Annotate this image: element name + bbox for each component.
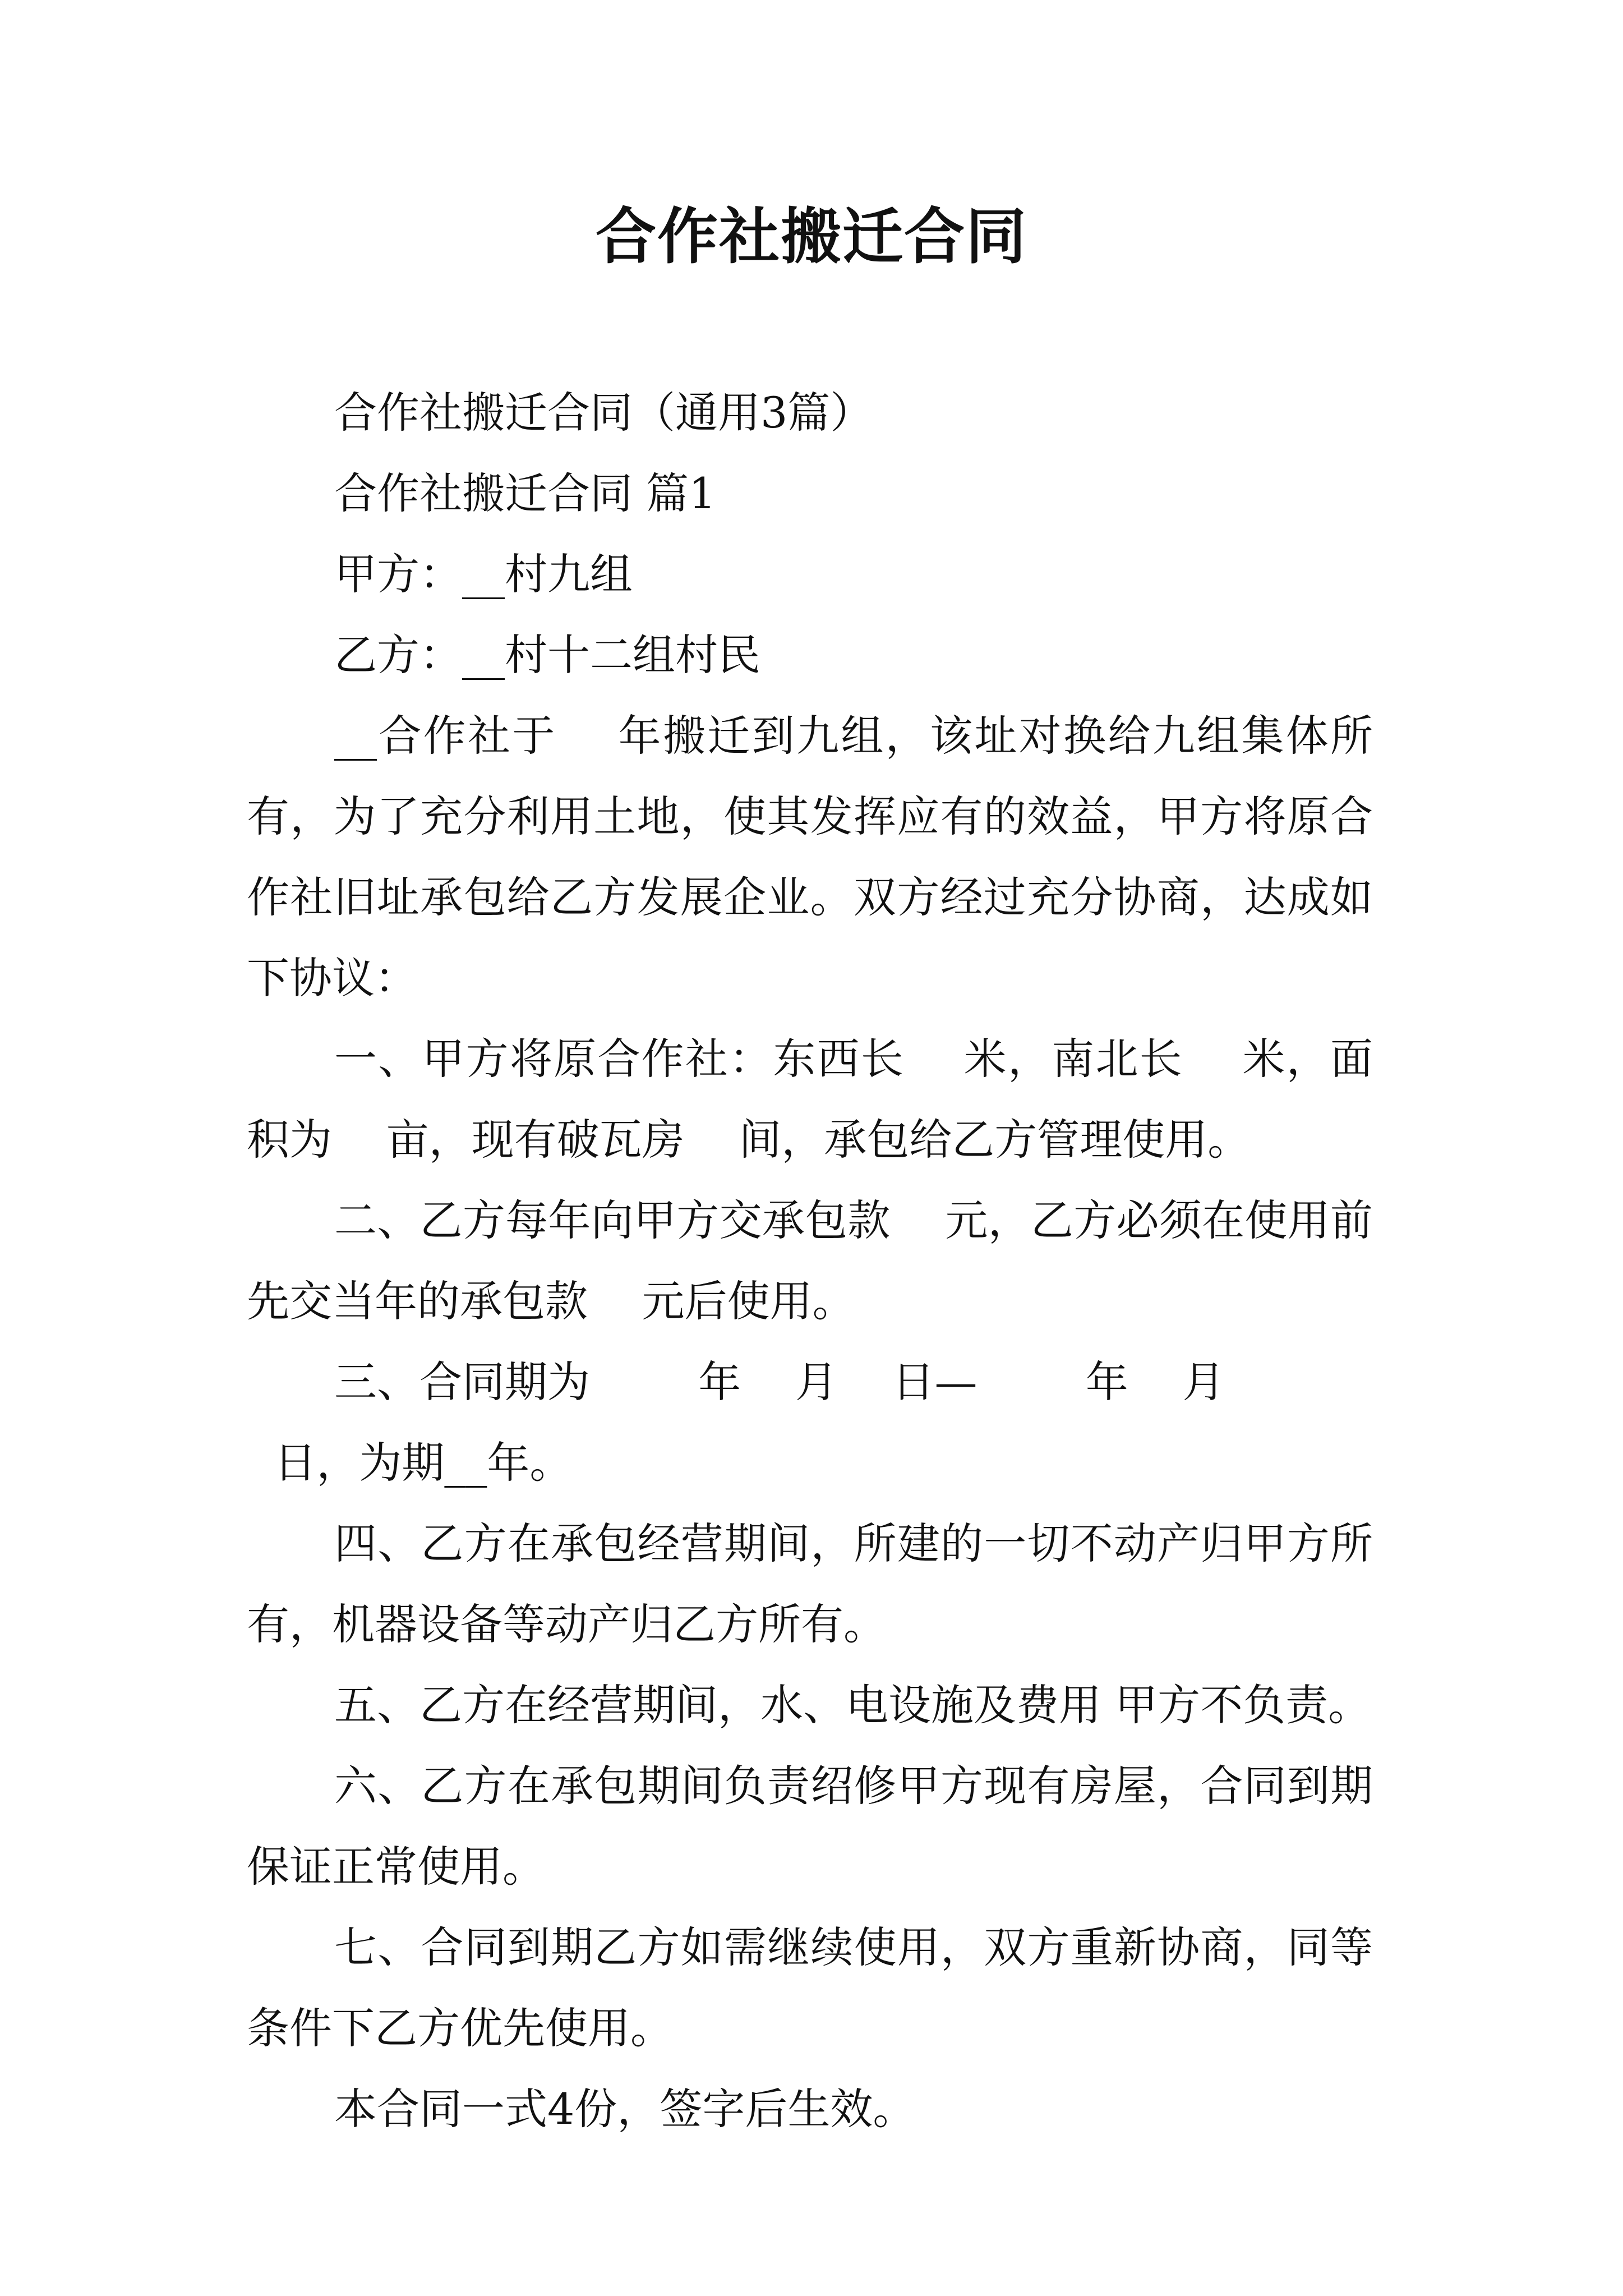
section-heading: 合作社搬迁合同 篇1 [334, 468, 716, 518]
document-title: 合作社搬迁合同 [595, 201, 1027, 272]
clause-2: 二、乙方每年向甲方交承包款 元，乙方必须在使用前先交当年的承包款 元后使用。 [247, 1195, 1373, 1326]
clause-4: 四、乙方在承包经营期间，所建的一切不动产归甲方所有，机器设备等动产归乙方所有。 [247, 1519, 1373, 1649]
preamble-paragraph: __合作社于 年搬迁到九组，该址对换给九组集体所有，为了充分利用土地，使其发挥应有的效益，甲方将原合作社旧址承包给乙方发展企业。双方经过充分协商，达成如下协议： [247, 711, 1373, 1003]
closing-line: 本合同一式4份，签字后生效。 [334, 2084, 916, 2134]
clause-5: 五、乙方在经营期间，水、电设施及费用 甲方不负责。 [334, 1680, 1371, 1730]
party-b-line: 乙方：__村十二组村民 [334, 630, 760, 680]
document-heading: 合作社搬迁合同（通用3篇） [334, 388, 873, 438]
clause-6: 六、乙方在承包期间负责绍修甲方现有房屋，合同到期保证正常使用。 [247, 1761, 1373, 1892]
document-body [247, 372, 1373, 2150]
clause-3: 三、合同期为 年 月 日— 年 月 日，为期__年。 [274, 1357, 1225, 1488]
clause-1: 一、甲方将原合作社：东西长 米，南北长 米，面积为 亩，现有破瓦房 间，承包给乙方管理使用。 [247, 1034, 1373, 1165]
clause-7: 七、合同到期乙方如需继续使用，双方重新协商，同等条件下乙方优先使用。 [247, 1922, 1373, 2053]
party-a-line: 甲方：__村九组 [334, 549, 633, 599]
